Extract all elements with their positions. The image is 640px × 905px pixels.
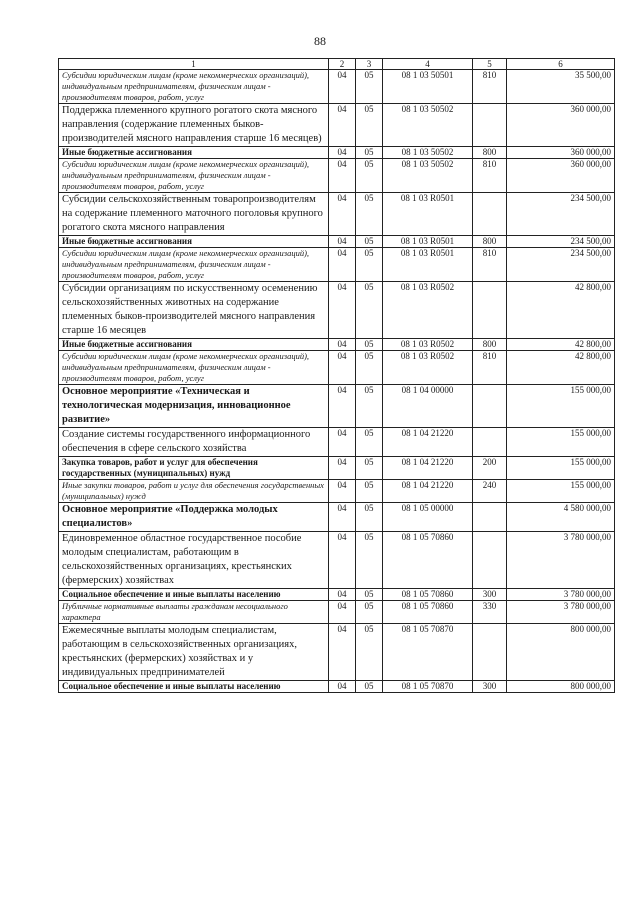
- row-section-cell: 04: [329, 339, 356, 351]
- row-section-cell: 04: [329, 351, 356, 385]
- row-sum-cell: 155 000,00: [507, 428, 615, 457]
- table-row: [59, 457, 615, 480]
- row-name-cell: Единовременное областное государственное пособие молодым специалистам, работающим в сельскохозяйственных организациях, крестьянских (фермерских) хозяйствах: [59, 532, 329, 589]
- row-expense-type-cell: 330: [473, 601, 507, 624]
- row-expense-type-cell: 810: [473, 159, 507, 193]
- column-header: 2: [329, 59, 356, 70]
- row-expense-type-cell: 300: [473, 589, 507, 601]
- row-expense-type-cell: 300: [473, 681, 507, 693]
- row-subsection-cell: 05: [356, 480, 383, 503]
- column-header: 4: [383, 59, 473, 70]
- table-row: [59, 282, 615, 339]
- table-row: [59, 339, 615, 351]
- row-name-cell: Субсидии организациям по искусственному осеменению сельскохозяйственных животных на содержание племенных быков-производителей мясного направления старше 16 месяцев: [59, 282, 329, 339]
- row-name-cell: Поддержка племенного крупного рогатого скота мясного направления (содержание племенных быков-производителей мясного направления старше 16 месяцев): [59, 104, 329, 147]
- row-subsection-cell: 05: [356, 428, 383, 457]
- table-row: [59, 624, 615, 681]
- row-target-code-cell: 08 1 05 70860: [383, 589, 473, 601]
- row-subsection-cell: 05: [356, 681, 383, 693]
- row-section-cell: 04: [329, 248, 356, 282]
- row-sum-cell: 234 500,00: [507, 236, 615, 248]
- row-name-cell: Субсидии юридическим лицам (кроме некоммерческих организаций), индивидуальным предпринимателям, физическим лицам - производителям товаров, работ, услуг: [59, 70, 329, 104]
- table-row: [59, 532, 615, 589]
- row-target-code-cell: 08 1 03 R0502: [383, 339, 473, 351]
- row-target-code-cell: 08 1 03 R0501: [383, 248, 473, 282]
- row-sum-cell: 155 000,00: [507, 457, 615, 480]
- row-section-cell: 04: [329, 589, 356, 601]
- row-sum-cell: 3 780 000,00: [507, 601, 615, 624]
- row-name-cell: Закупка товаров, работ и услуг для обеспечения государственных (муниципальных) нужд: [59, 457, 329, 480]
- row-expense-type-cell: [473, 193, 507, 236]
- row-section-cell: 04: [329, 457, 356, 480]
- row-expense-type-cell: [473, 624, 507, 681]
- row-expense-type-cell: [473, 104, 507, 147]
- budget-table: [58, 58, 615, 693]
- row-subsection-cell: 05: [356, 385, 383, 428]
- table-row: [59, 681, 615, 693]
- row-subsection-cell: 05: [356, 193, 383, 236]
- row-expense-type-cell: 810: [473, 351, 507, 385]
- row-sum-cell: 42 800,00: [507, 351, 615, 385]
- row-target-code-cell: 08 1 04 21220: [383, 480, 473, 503]
- row-subsection-cell: 05: [356, 159, 383, 193]
- row-subsection-cell: 05: [356, 104, 383, 147]
- table-row: [59, 385, 615, 428]
- table-row: [59, 601, 615, 624]
- row-name-cell: Публичные нормативные выплаты гражданам несоциального характера: [59, 601, 329, 624]
- row-sum-cell: 360 000,00: [507, 147, 615, 159]
- row-sum-cell: 360 000,00: [507, 159, 615, 193]
- row-sum-cell: 3 780 000,00: [507, 532, 615, 589]
- page-number: 88: [314, 34, 326, 48]
- row-target-code-cell: 08 1 03 50502: [383, 104, 473, 147]
- row-section-cell: 04: [329, 193, 356, 236]
- row-target-code-cell: 08 1 03 R0501: [383, 236, 473, 248]
- table-row: [59, 480, 615, 503]
- row-subsection-cell: 05: [356, 532, 383, 589]
- row-name-cell: Основное мероприятие «Поддержка молодых специалистов»: [59, 503, 329, 532]
- table-row: [59, 589, 615, 601]
- row-section-cell: 04: [329, 428, 356, 457]
- row-section-cell: 04: [329, 601, 356, 624]
- row-target-code-cell: 08 1 03 R0502: [383, 282, 473, 339]
- row-expense-type-cell: [473, 503, 507, 532]
- row-expense-type-cell: 810: [473, 70, 507, 104]
- row-subsection-cell: 05: [356, 624, 383, 681]
- row-subsection-cell: 05: [356, 589, 383, 601]
- row-sum-cell: 42 800,00: [507, 339, 615, 351]
- row-target-code-cell: 08 1 04 00000: [383, 385, 473, 428]
- table-row: [59, 70, 615, 104]
- row-expense-type-cell: [473, 532, 507, 589]
- column-header: 1: [59, 59, 329, 70]
- table-row: [59, 236, 615, 248]
- row-target-code-cell: 08 1 03 50502: [383, 159, 473, 193]
- row-section-cell: 04: [329, 147, 356, 159]
- row-sum-cell: 155 000,00: [507, 480, 615, 503]
- column-header: 6: [507, 59, 615, 70]
- table-row: [59, 104, 615, 147]
- row-name-cell: Основное мероприятие «Техническая и технологическая модернизация, инновационное развитие»: [59, 385, 329, 428]
- row-target-code-cell: 08 1 03 R0501: [383, 193, 473, 236]
- column-header: 5: [473, 59, 507, 70]
- row-section-cell: 04: [329, 70, 356, 104]
- row-subsection-cell: 05: [356, 339, 383, 351]
- row-expense-type-cell: 800: [473, 236, 507, 248]
- row-subsection-cell: 05: [356, 70, 383, 104]
- row-expense-type-cell: 800: [473, 147, 507, 159]
- row-section-cell: 04: [329, 681, 356, 693]
- column-header: 3: [356, 59, 383, 70]
- table-row: [59, 159, 615, 193]
- row-subsection-cell: 05: [356, 503, 383, 532]
- row-section-cell: 04: [329, 282, 356, 339]
- row-name-cell: Субсидии юридическим лицам (кроме некоммерческих организаций), индивидуальным предпринимателям, физическим лицам - производителям товаров, работ, услуг: [59, 159, 329, 193]
- row-name-cell: Иные бюджетные ассигнования: [59, 147, 329, 159]
- row-expense-type-cell: 200: [473, 457, 507, 480]
- row-target-code-cell: 08 1 03 50501: [383, 70, 473, 104]
- table-row: [59, 193, 615, 236]
- row-sum-cell: 800 000,00: [507, 624, 615, 681]
- table-row: [59, 248, 615, 282]
- row-target-code-cell: 08 1 03 50502: [383, 147, 473, 159]
- row-sum-cell: 42 800,00: [507, 282, 615, 339]
- row-name-cell: Иные бюджетные ассигнования: [59, 236, 329, 248]
- row-expense-type-cell: [473, 282, 507, 339]
- row-subsection-cell: 05: [356, 601, 383, 624]
- row-section-cell: 04: [329, 532, 356, 589]
- row-sum-cell: 234 500,00: [507, 193, 615, 236]
- row-subsection-cell: 05: [356, 236, 383, 248]
- row-expense-type-cell: 240: [473, 480, 507, 503]
- row-section-cell: 04: [329, 385, 356, 428]
- table-row: [59, 147, 615, 159]
- row-subsection-cell: 05: [356, 147, 383, 159]
- row-name-cell: Субсидии сельскохозяйственным товаропроизводителям на содержание племенного маточного поголовья крупного рогатого скота мясного направления: [59, 193, 329, 236]
- table-row: [59, 351, 615, 385]
- row-expense-type-cell: 800: [473, 339, 507, 351]
- row-subsection-cell: 05: [356, 351, 383, 385]
- row-expense-type-cell: 810: [473, 248, 507, 282]
- row-subsection-cell: 05: [356, 457, 383, 480]
- row-section-cell: 04: [329, 159, 356, 193]
- table-row: [59, 428, 615, 457]
- row-subsection-cell: 05: [356, 248, 383, 282]
- row-name-cell: Субсидии юридическим лицам (кроме некоммерческих организаций), индивидуальным предпринимателям, физическим лицам - производителям товаров, работ, услуг: [59, 248, 329, 282]
- row-subsection-cell: 05: [356, 282, 383, 339]
- row-sum-cell: 800 000,00: [507, 681, 615, 693]
- row-target-code-cell: 08 1 05 70860: [383, 532, 473, 589]
- row-section-cell: 04: [329, 624, 356, 681]
- row-name-cell: Социальное обеспечение и иные выплаты населению: [59, 681, 329, 693]
- row-target-code-cell: 08 1 05 70870: [383, 624, 473, 681]
- row-sum-cell: 3 780 000,00: [507, 589, 615, 601]
- row-target-code-cell: 08 1 04 21220: [383, 457, 473, 480]
- row-target-code-cell: 08 1 05 70860: [383, 601, 473, 624]
- row-name-cell: Социальное обеспечение и иные выплаты населению: [59, 589, 329, 601]
- row-name-cell: Субсидии юридическим лицам (кроме некоммерческих организаций), индивидуальным предпринимателям, физическим лицам - производителям товаров, работ, услуг: [59, 351, 329, 385]
- row-name-cell: Ежемесячные выплаты молодым специалистам, работающим в сельскохозяйственных организациях, крестьянских (фермерских) хозяйствах и у индивидуальных предпринимателей: [59, 624, 329, 681]
- row-target-code-cell: 08 1 05 00000: [383, 503, 473, 532]
- row-section-cell: 04: [329, 480, 356, 503]
- row-section-cell: 04: [329, 104, 356, 147]
- row-sum-cell: 155 000,00: [507, 385, 615, 428]
- row-expense-type-cell: [473, 428, 507, 457]
- row-name-cell: Создание системы государственного информационного обеспечения в сфере сельского хозяйства: [59, 428, 329, 457]
- row-sum-cell: 35 500,00: [507, 70, 615, 104]
- row-section-cell: 04: [329, 236, 356, 248]
- row-name-cell: Иные закупки товаров, работ и услуг для обеспечения государственных (муниципальных) нужд: [59, 480, 329, 503]
- table-row: [59, 503, 615, 532]
- row-name-cell: Иные бюджетные ассигнования: [59, 339, 329, 351]
- row-sum-cell: 234 500,00: [507, 248, 615, 282]
- row-sum-cell: 4 580 000,00: [507, 503, 615, 532]
- table-header-row: [59, 59, 615, 70]
- row-target-code-cell: 08 1 05 70870: [383, 681, 473, 693]
- row-sum-cell: 360 000,00: [507, 104, 615, 147]
- row-expense-type-cell: [473, 385, 507, 428]
- row-target-code-cell: 08 1 04 21220: [383, 428, 473, 457]
- row-section-cell: 04: [329, 503, 356, 532]
- row-target-code-cell: 08 1 03 R0502: [383, 351, 473, 385]
